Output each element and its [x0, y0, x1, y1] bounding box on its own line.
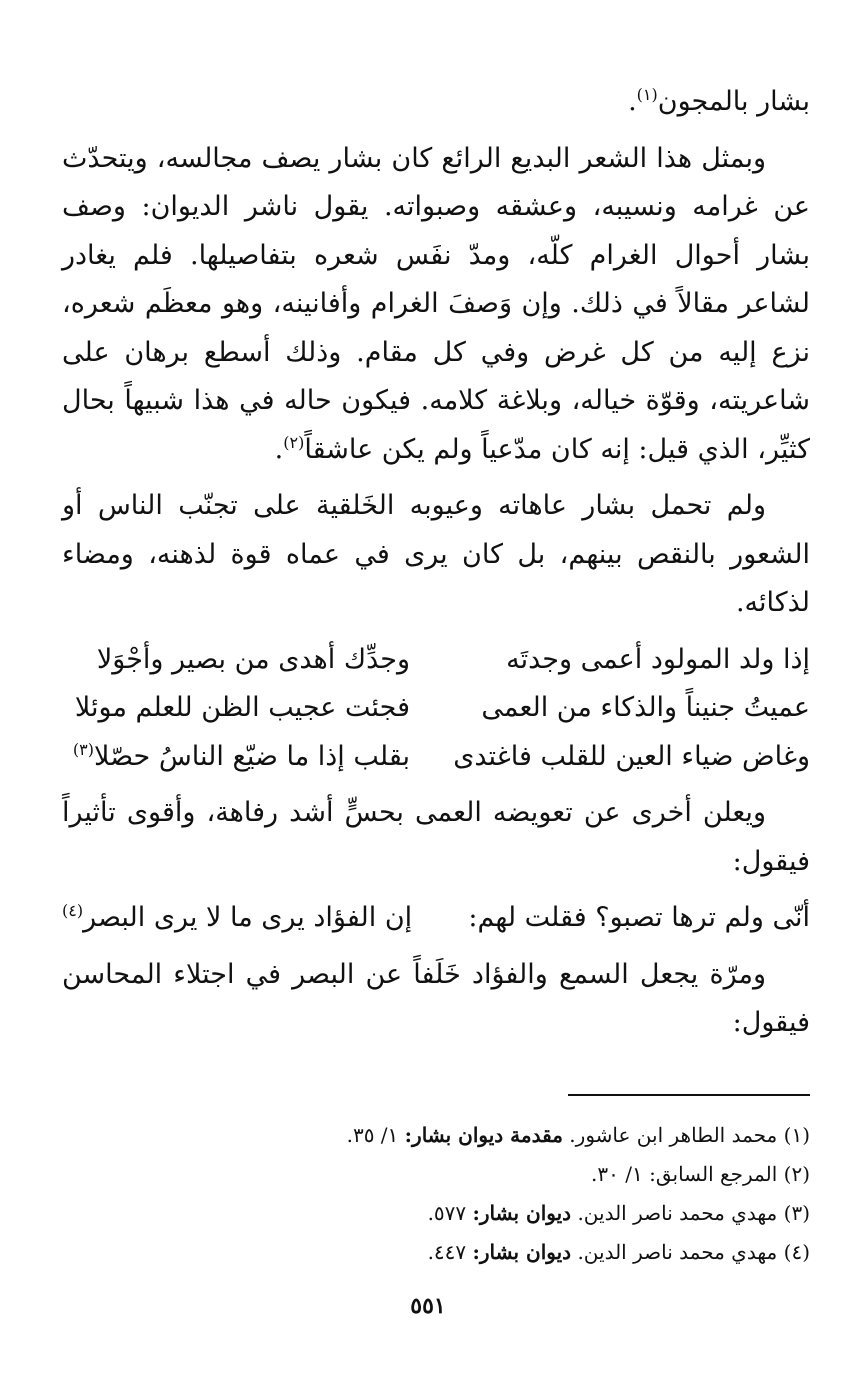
- footnote-item: [62, 1155, 810, 1194]
- verse-first-hemistich: أنّى ولم ترها تصبو؟ فقلت لهم:: [468, 902, 810, 933]
- footnote-ref: ٤٤٧.: [427, 1240, 467, 1264]
- poem-block-2: [62, 894, 810, 943]
- verse-line: [62, 894, 810, 943]
- footnote-text: مهدي محمد ناصر الدين.: [577, 1201, 778, 1225]
- verse-second-hemistich: [62, 733, 410, 782]
- footnote-number: (٣): [783, 1201, 810, 1225]
- footnote-text: محمد الطاهر ابن عاشور.: [569, 1123, 778, 1147]
- paragraph-3: [62, 482, 810, 628]
- footnote-ref: ١/ ٣٠.: [591, 1162, 643, 1186]
- verse-first-hemistich: إذا ولد المولود أعمى وجدتَه: [506, 643, 810, 675]
- footnote-separator: [568, 1094, 810, 1096]
- footnote-source: مقدمة ديوان بشار:: [404, 1123, 563, 1147]
- footnote-ref-4[interactable]: (٤): [62, 901, 84, 920]
- footnote-ref-1[interactable]: (١): [636, 85, 658, 104]
- footnote-ref: ٥٧٧.: [427, 1201, 467, 1225]
- paragraph-4: [62, 789, 810, 886]
- footnote-ref-3[interactable]: (٣): [72, 739, 95, 759]
- footnotes: [62, 1116, 810, 1272]
- footnote-number: (٢): [783, 1162, 810, 1186]
- page-number: ٥٥١: [410, 1293, 446, 1319]
- footnote-source: ديوان بشار:: [472, 1201, 572, 1225]
- footnote-item: [62, 1116, 810, 1155]
- page-body: [62, 78, 810, 1048]
- verse-second-hemistich: وجدِّك أهدى من بصير وأجْوَلا: [96, 643, 410, 675]
- verse-second-hemistich: فجئت عجيب الظن للعلم موئلا: [74, 692, 410, 723]
- verse-second-hemistich: [62, 894, 451, 943]
- paragraph-2: [62, 135, 810, 475]
- footnote-number: (١): [783, 1123, 810, 1147]
- paragraph-2-tail: .: [274, 433, 284, 465]
- footnote-item: [62, 1233, 810, 1272]
- verse-line: [62, 684, 810, 733]
- verse-second-text: إن الفؤاد يرى ما لا يرى البصر: [83, 902, 413, 933]
- verse-first-hemistich: وغاض ضياء العين للقلب فاغتدى: [453, 740, 810, 772]
- paragraph-2-text: وبمثل هذا الشعر البديع الرائع كان بشار يصف مجالسه، ويتحدّث عن غرامه ونسيبه، وعشقه وصبواته. يقول ناشر الديوان: وصف بشار أحوال الغرام كلّه، ومدّ نفَس شعره بتفاصيلها. فلم يغادر لشاعر مقالاً في ذلك. وإن وَصفَ الغرام وأفانينه، وهو معظَم شعره، نزع إليه من كل غرض وفي كل مقام. وذلك أسطع برهان على شاعريته، وقوّة خياله، وبلاغة كلامه. فيكون حاله في هذا شبيهاً بحال كثيِّر، الذي قيل: إنه كان مدّعياً ولم يكن عاشقاً: [62, 142, 810, 465]
- verse-line: [62, 733, 810, 782]
- verse-first-hemistich: عميتُ جنيناً والذكاء من العمى: [481, 692, 810, 723]
- footnote-number: (٤): [783, 1240, 810, 1264]
- paragraph-1-text: بشار بالمجون: [657, 86, 810, 117]
- paragraph-5-text: ومرّة يجعل السمع والفؤاد خَلَفاً عن البصر في اجتلاء المحاسن فيقول:: [62, 958, 810, 1038]
- paragraph-1-tail: .: [628, 86, 637, 117]
- paragraph-1: [62, 78, 810, 127]
- footnote-ref-2[interactable]: (٢): [283, 432, 305, 452]
- footnote-text: المرجع السابق:: [649, 1162, 778, 1186]
- paragraph-5: [62, 951, 810, 1048]
- footnote-item: [62, 1194, 810, 1233]
- footnote-source: ديوان بشار:: [472, 1240, 572, 1264]
- footnote-ref: ١/ ٣٥.: [346, 1123, 399, 1147]
- paragraph-4-text: ويعلن أخرى عن تعويضه العمى بحسٍّ أشد رفاهة، وأقوى تأثيراً فيقول:: [62, 797, 810, 877]
- footnote-text: مهدي محمد ناصر الدين.: [577, 1240, 778, 1264]
- paragraph-3-text: ولم تحمل بشار عاهاته وعيوبه الخَلقية على تجنّب الناس أو الشعور بالنقص بينهم، بل كان يرى في عماه قوة لذهنه، ومضاء لذكائه.: [62, 490, 810, 618]
- poem-block-1: [62, 636, 810, 782]
- verse-second-text: بقلب إذا ما ضيّع الناسُ حصّلا: [94, 740, 410, 772]
- verse-line: [62, 636, 810, 685]
